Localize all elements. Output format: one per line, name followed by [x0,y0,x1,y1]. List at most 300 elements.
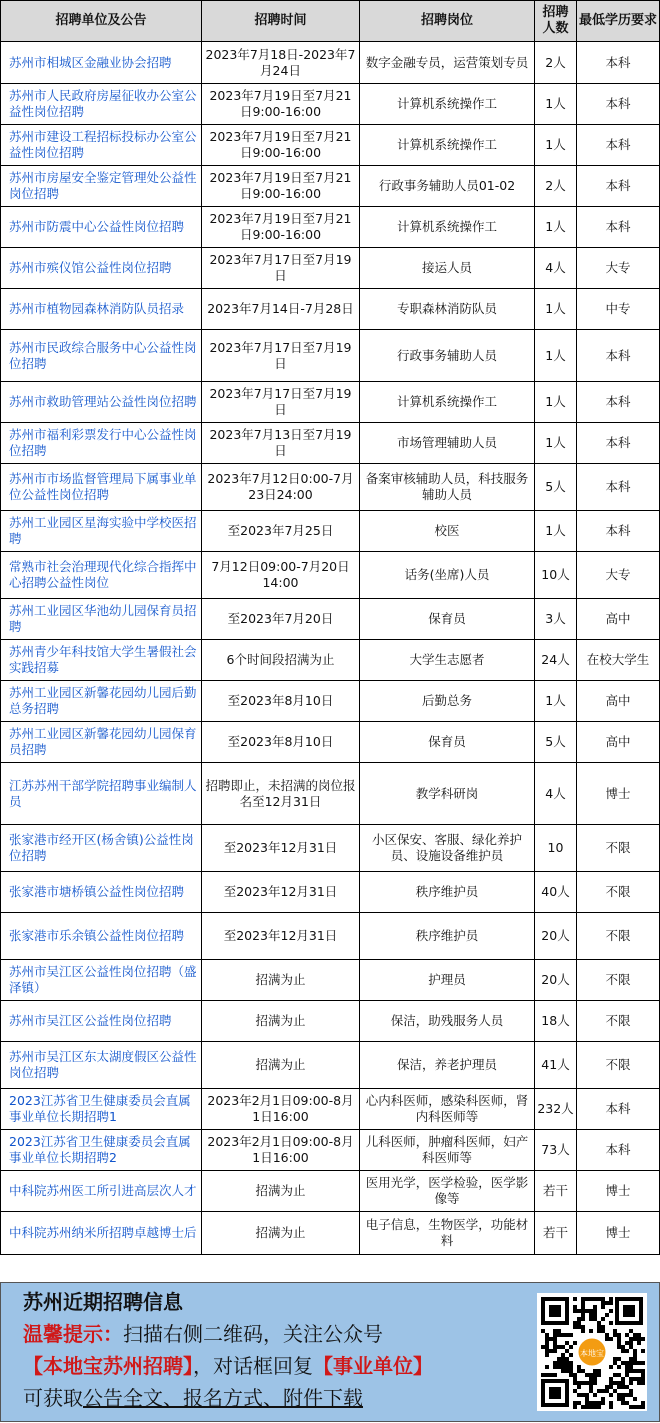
cell-time: 2023年7月12日0:00-7月23日24:00 [202,464,360,511]
cell-edu: 不限 [577,825,660,872]
cell-post: 行政事务辅助人员 [360,330,535,382]
qr-module [597,1321,601,1325]
qr-module [589,1381,593,1385]
org-link[interactable]: 2023江苏省卫生健康委员会直属事业单位长期招聘2 [9,1134,191,1165]
qr-module [629,1345,633,1349]
qr-module [613,1373,617,1377]
qr-module [593,1377,597,1381]
table-row [1,1130,660,1171]
cell-org[interactable] [1,913,202,960]
qr-module [621,1381,625,1385]
cell-edu: 博士 [577,1171,660,1212]
qr-module [581,1305,585,1309]
org-link[interactable]: 苏州市房屋安全鉴定管理处公益性岗位招聘 [9,170,197,201]
qr-module [637,1333,641,1337]
qr-module [617,1365,621,1369]
qr-module [637,1341,641,1345]
org-link[interactable]: 苏州工业园区新馨花园幼儿园保育员招聘 [9,726,197,757]
cell-org[interactable] [1,1042,202,1089]
table-row [1,681,660,722]
qr-module [589,1385,593,1389]
cell-post: 保洁，助残服务人员 [360,1001,535,1042]
qr-module [629,1361,633,1365]
qr-module [561,1353,565,1357]
cell-org[interactable] [1,207,202,248]
qr-module [641,1405,645,1409]
qr-module [625,1333,629,1337]
cell-edu: 不限 [577,960,660,1001]
org-link[interactable]: 苏州市吴江区东太湖度假区公益性岗位招聘 [9,1049,197,1080]
org-link[interactable]: 苏州市植物园森林消防队员招录 [9,301,185,316]
table-body [1,42,660,1255]
cell-count: 232人 [535,1089,577,1130]
qr-module [597,1325,601,1329]
qr-module [565,1357,569,1361]
cell-time: 6个时间段招满为止 [202,640,360,681]
cell-edu: 不限 [577,1001,660,1042]
cell-time: 至2023年12月31日 [202,825,360,872]
cell-org[interactable] [1,1130,202,1171]
cell-count: 1人 [535,423,577,464]
org-link[interactable]: 苏州市福利彩票发行中心公益性岗位招聘 [9,427,197,458]
org-link[interactable]: 苏州青少年科技馆大学生暑假社会实践招募 [9,644,197,675]
cell-count: 20人 [535,960,577,1001]
qr-module [625,1365,629,1369]
cell-post: 心内科医师，感染科医师，肾内科医师等 [360,1089,535,1130]
qr-module [581,1381,585,1385]
org-link[interactable]: 苏州市建设工程招标投标办公室公益性岗位招聘 [9,129,197,160]
table-row [1,640,660,681]
cell-time: 2023年7月17日至7月19日 [202,248,360,289]
qr-module [581,1317,585,1321]
qr-module [601,1401,605,1405]
header-post: 招聘岗位 [360,1,535,42]
cell-count: 10 [535,825,577,872]
qr-module [609,1321,613,1325]
qr-module [633,1377,637,1381]
qr-module [577,1393,581,1397]
cell-org[interactable] [1,464,202,511]
cell-time: 2023年7月19日至7月21日9:00-16:00 [202,207,360,248]
qr-module [633,1397,637,1401]
org-link[interactable]: 2023江苏省卫生健康委员会直属事业单位长期招聘1 [9,1093,191,1124]
cell-post: 秩序维护员 [360,872,535,913]
qr-module [573,1401,577,1405]
cell-time: 2023年7月19日至7月21日9:00-16:00 [202,84,360,125]
table-row [1,913,660,960]
org-link[interactable]: 苏州工业园区华池幼儿园保育员招聘 [9,603,197,634]
qr-module [581,1325,585,1329]
cell-post: 接运人员 [360,248,535,289]
qr-module [569,1333,573,1337]
org-link[interactable]: 苏州市吴江区公益性岗位招聘（盛泽镇） [9,964,197,995]
cell-edu: 高中 [577,722,660,763]
qr-module [573,1389,577,1393]
qr-module [621,1349,625,1353]
qr-module [561,1345,565,1349]
cell-time: 2023年7月19日至7月21日9:00-16:00 [202,125,360,166]
cell-org[interactable] [1,1089,202,1130]
qr-module [629,1377,633,1381]
table-row [1,382,660,423]
qr-module [589,1401,593,1405]
table-row [1,511,660,552]
cell-count: 5人 [535,464,577,511]
table-row [1,248,660,289]
table-row [1,464,660,511]
qr-module [561,1357,565,1361]
cell-org[interactable] [1,722,202,763]
qr-module [589,1373,593,1377]
qr-module [637,1405,641,1409]
qr-module [617,1341,621,1345]
org-link[interactable]: 中科院苏州纳米所招聘卓越博士后 [9,1225,197,1240]
cell-edu: 博士 [577,763,660,825]
qr-module [589,1389,593,1393]
qr-module [625,1393,629,1397]
cell-edu: 本科 [577,423,660,464]
qr-module [597,1329,601,1333]
qr-module [629,1405,633,1409]
cell-post: 计算机系统操作工 [360,84,535,125]
qr-module [641,1401,645,1405]
qr-module [617,1345,621,1349]
footer-tip-line [23,1321,383,1347]
qr-module [641,1369,645,1373]
qr-module [641,1381,645,1385]
qr-module [633,1353,637,1357]
qr-module [557,1361,561,1365]
cell-org[interactable] [1,248,202,289]
qr-module [573,1305,577,1309]
cell-time: 至2023年12月31日 [202,872,360,913]
qr-module [609,1393,613,1397]
qr-module [601,1297,605,1301]
qr-module [573,1341,577,1345]
qr-module [593,1373,597,1377]
qr-module [625,1401,629,1405]
cell-time: 2023年7月18日-2023年7月24日 [202,42,360,84]
org-link[interactable]: 苏州工业园区新馨花园幼儿园后勤总务招聘 [9,685,197,716]
qr-module [621,1377,625,1381]
qr-module [557,1357,561,1361]
qr-module [601,1397,605,1401]
qr-module [585,1297,589,1301]
qr-module [625,1373,629,1377]
qr-module [553,1337,557,1341]
org-link[interactable]: 张家港市经开区(杨舍镇)公益性岗位招聘 [9,832,194,863]
qr-code-icon[interactable] [537,1293,647,1411]
qr-module [621,1361,625,1365]
cell-time: 2023年7月17日至7月19日 [202,382,360,423]
cell-org[interactable] [1,1212,202,1255]
table-header-row [1,1,660,42]
cell-count: 40人 [535,872,577,913]
cell-org[interactable] [1,1171,202,1212]
cell-org[interactable] [1,125,202,166]
cell-edu: 在校大学生 [577,640,660,681]
cell-org[interactable] [1,872,202,913]
qr-module [597,1401,601,1405]
org-link[interactable]: 张家港市乐余镇公益性岗位招聘 [9,928,185,943]
qr-module [609,1309,613,1313]
qr-module [629,1357,633,1361]
table-row [1,42,660,84]
cell-org[interactable] [1,511,202,552]
cell-edu: 不限 [577,1042,660,1089]
qr-module [557,1365,561,1369]
footer-title: 苏州近期招聘信息 [23,1290,183,1314]
cell-time: 招满为止 [202,1212,360,1255]
qr-module [557,1329,561,1333]
cell-post: 计算机系统操作工 [360,125,535,166]
qr-module [617,1385,621,1389]
cell-org[interactable] [1,960,202,1001]
qr-module [629,1393,633,1397]
qr-module [553,1349,557,1353]
org-link[interactable]: 苏州市人民政府房屋征收办公室公益性岗位招聘 [9,88,197,119]
org-link[interactable]: 江苏苏州干部学院招聘事业编制人员 [9,777,197,809]
cell-edu: 本科 [577,84,660,125]
table-row [1,1042,660,1089]
qr-module [565,1365,569,1369]
cell-edu: 本科 [577,125,660,166]
cell-org[interactable] [1,84,202,125]
cell-time: 至2023年8月10日 [202,681,360,722]
qr-module [565,1341,569,1345]
qr-module [601,1329,605,1333]
footer-banner [0,1282,660,1422]
qr-module [609,1385,613,1389]
cell-count: 1人 [535,382,577,423]
table-row [1,1089,660,1130]
cell-count: 2人 [535,42,577,84]
qr-module [581,1309,585,1313]
cell-org[interactable] [1,640,202,681]
cell-post: 大学生志愿者 [360,640,535,681]
cell-post: 小区保安、客服、绿化养护员、设施设备维护员 [360,825,535,872]
cell-org[interactable] [1,599,202,640]
qr-module [613,1357,617,1361]
qr-module [589,1329,593,1333]
org-link[interactable]: 苏州市救助管理站公益性岗位招聘 [9,394,197,409]
tip-text: 扫描右侧二维码，关注公众号 [123,1322,383,1346]
qr-module [637,1377,641,1381]
qr-module [605,1313,609,1317]
qr-module [573,1325,577,1329]
qr-module [577,1365,581,1369]
qr-module [621,1393,625,1397]
qr-module [613,1389,617,1393]
qr-module [641,1377,645,1381]
cell-org[interactable] [1,423,202,464]
table-row [1,1212,660,1255]
table-row [1,125,660,166]
qr-module [593,1297,597,1301]
cell-time: 招满为止 [202,1171,360,1212]
qr-module [597,1373,601,1377]
cell-post: 校医 [360,511,535,552]
qr-module [617,1397,621,1401]
qr-module [593,1317,597,1321]
qr-module [577,1381,581,1385]
qr-module [609,1365,613,1369]
qr-module [573,1381,577,1385]
cell-edu: 高中 [577,599,660,640]
qr-module [569,1365,573,1369]
qr-module [593,1381,597,1385]
cell-time: 至2023年7月25日 [202,511,360,552]
qr-module [621,1401,625,1405]
qr-module [573,1405,577,1409]
table-row [1,763,660,825]
qr-module [577,1369,581,1373]
qr-module [577,1401,581,1405]
cell-edu: 本科 [577,42,660,84]
cell-org[interactable] [1,763,202,825]
org-link[interactable]: 苏州市民政综合服务中心公益性岗位招聘 [9,339,197,371]
table-row [1,84,660,125]
qr-module [589,1313,593,1317]
qr-module [633,1361,637,1365]
cell-org[interactable] [1,681,202,722]
cell-count: 若干 [535,1171,577,1212]
cell-org[interactable] [1,825,202,872]
qr-module [617,1333,621,1337]
qr-module [593,1305,597,1309]
qr-module [601,1301,605,1305]
qr-module [549,1373,553,1377]
cell-edu: 中专 [577,289,660,330]
qr-module [637,1337,641,1341]
cell-edu: 本科 [577,207,660,248]
cell-edu: 高中 [577,681,660,722]
qr-module [553,1341,557,1345]
qr-module [593,1401,597,1405]
cell-edu: 不限 [577,913,660,960]
cell-time: 招聘即止，未招满的岗位报名至12月31日 [202,763,360,825]
qr-module [589,1297,593,1301]
table-row [1,825,660,872]
org-link[interactable]: 苏州市殡仪馆公益性岗位招聘 [9,260,172,275]
qr-module [605,1389,609,1393]
qr-module [585,1397,589,1401]
cell-org[interactable] [1,382,202,423]
qr-module [613,1333,617,1337]
qr-module [637,1369,641,1373]
get-items[interactable]: 公告全文、报名方式、附件下载 [83,1386,363,1410]
header-edu: 最低学历要求 [577,1,660,42]
cell-post: 保育员 [360,722,535,763]
qr-module [545,1353,549,1357]
qr-module [605,1301,609,1305]
qr-module [613,1381,617,1385]
qr-module [553,1373,557,1377]
org-link[interactable]: 苏州市防震中心公益性岗位招聘 [9,219,185,234]
cell-edu: 本科 [577,330,660,382]
cell-edu: 本科 [577,1130,660,1171]
qr-module [553,1329,557,1333]
qr-module [565,1333,569,1337]
cell-count: 1人 [535,84,577,125]
qr-module [553,1365,557,1369]
qr-module [581,1405,585,1409]
cell-post: 专职森林消防队员 [360,289,535,330]
cell-time: 2023年7月14日-7月28日 [202,289,360,330]
cell-org[interactable] [1,289,202,330]
table-row [1,872,660,913]
qr-module [629,1341,633,1345]
cell-org[interactable] [1,1001,202,1042]
cell-org[interactable] [1,330,202,382]
org-link[interactable]: 常熟市社会治理现代化综合指挥中心招聘公益性岗位 [9,559,197,590]
cell-post: 保育员 [360,599,535,640]
header-org: 招聘单位及公告 [1,1,202,42]
cell-org[interactable] [1,552,202,599]
qr-module [561,1361,565,1365]
org-link[interactable]: 苏州工业园区星海实验中学校医招聘 [9,515,197,546]
cell-time: 招满为止 [202,960,360,1001]
qr-module [545,1365,549,1369]
qr-module [589,1309,593,1313]
qr-module [633,1357,637,1361]
qr-module [597,1297,601,1301]
qr-module [589,1377,593,1381]
qr-module [585,1373,589,1377]
table-row [1,423,660,464]
cell-count: 41人 [535,1042,577,1089]
qr-module [561,1333,565,1337]
qr-module [573,1321,577,1325]
org-link[interactable]: 苏州市相城区金融业协会招聘 [9,54,172,70]
cell-post: 教学科研岗 [360,763,535,825]
org-link[interactable]: 张家港市塘桥镇公益性岗位招聘 [9,884,185,899]
qr-module [545,1349,549,1353]
org-link[interactable]: 中科院苏州医工所引进高层次人才 [9,1183,197,1198]
cell-count: 10人 [535,552,577,599]
qr-module [573,1309,577,1313]
cell-org[interactable] [1,166,202,207]
qr-module [641,1349,645,1353]
qr-module [593,1405,597,1409]
qr-module [605,1385,609,1389]
cell-edu: 本科 [577,1089,660,1130]
cell-edu: 本科 [577,511,660,552]
qr-module [629,1337,633,1341]
qr-module [569,1345,573,1349]
qr-module [577,1385,581,1389]
qr-module [573,1297,577,1301]
qr-module [541,1345,545,1349]
qr-module [605,1337,609,1341]
cell-time: 招满为止 [202,1001,360,1042]
qr-module [585,1401,589,1405]
qr-module [613,1329,617,1333]
qr-module [605,1333,609,1337]
qr-module [597,1405,601,1409]
org-link[interactable]: 苏州市吴江区公益性岗位招聘 [9,1013,172,1028]
qr-module [573,1377,577,1381]
cell-org[interactable] [1,42,202,84]
cell-edu: 本科 [577,464,660,511]
qr-module [577,1309,581,1313]
cell-post: 数字金融专员，运营策划专员 [360,42,535,84]
qr-module [633,1333,637,1337]
qr-module [601,1317,605,1321]
cell-post: 话务(坐席)人员 [360,552,535,599]
org-link[interactable]: 苏州市市场监督管理局下属事业单位公益性岗位招聘 [9,471,197,502]
footer-reply-line [23,1353,433,1379]
